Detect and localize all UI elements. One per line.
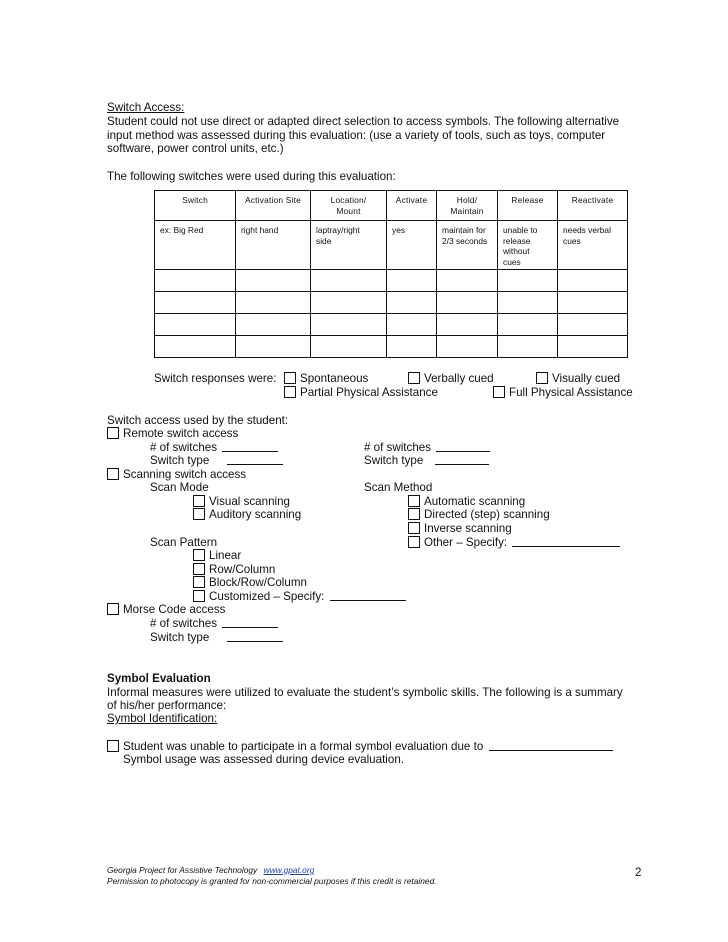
scanning-switch-label: Scanning switch access	[123, 468, 247, 481]
table-cell[interactable]	[437, 314, 498, 336]
unable-to-participate-option	[107, 740, 613, 754]
linear-option	[193, 549, 241, 563]
row-column-checkbox[interactable]	[193, 563, 205, 575]
table-cell[interactable]	[558, 292, 628, 314]
col-header-switch: Switch	[155, 191, 236, 221]
partial-physical-checkbox[interactable]	[284, 386, 296, 398]
linear-checkbox[interactable]	[193, 549, 205, 561]
table-cell[interactable]	[387, 292, 437, 314]
other-specify-checkbox[interactable]	[408, 536, 420, 548]
automatic-scanning-option	[408, 495, 525, 509]
remote-switch-type	[150, 454, 283, 468]
inverse-scanning-checkbox[interactable]	[408, 522, 420, 534]
other-specify-blank[interactable]	[512, 536, 620, 547]
table-cell[interactable]	[558, 336, 628, 358]
table-cell[interactable]	[498, 292, 558, 314]
table-cell[interactable]	[387, 336, 437, 358]
table-cell: laptray/right side	[311, 221, 387, 270]
directed-scanning-checkbox[interactable]	[408, 508, 420, 520]
switch-access-paragraph-line-3: software, power control units, etc.)	[107, 142, 284, 155]
linear-label: Linear	[209, 549, 242, 562]
auditory-scanning-label: Auditory scanning	[209, 508, 302, 521]
full-physical-label: Full Physical Assistance	[509, 386, 633, 399]
symbol-identification-subheading: Symbol Identification:	[107, 712, 218, 725]
symbol-evaluation-paragraph-line-1: Informal measures were utilized to evaluate the student’s symbolic skills. The following is a summary	[107, 686, 623, 699]
symbol-evaluation-heading: Symbol Evaluation	[107, 672, 211, 685]
switch-type-blank[interactable]	[435, 454, 489, 465]
other-specify-label: Other – Specify:	[424, 536, 508, 549]
full-physical-checkbox[interactable]	[493, 386, 505, 398]
inverse-scanning-option	[408, 522, 512, 536]
remote-switch-label: Remote switch access	[123, 427, 239, 440]
other-specify-option	[408, 536, 620, 550]
morse-code-label: Morse Code access	[123, 603, 226, 616]
row-column-label: Row/Column	[209, 563, 276, 576]
scanning-switch-option	[107, 468, 246, 482]
block-row-column-option	[193, 576, 307, 590]
table-cell: ex: Big Red	[155, 221, 236, 270]
table-row	[155, 270, 628, 292]
num-switches-blank[interactable]	[222, 441, 278, 452]
switch-table-example-row	[155, 221, 628, 270]
morse-num-switches	[150, 617, 278, 631]
switch-type-label: Switch type	[150, 631, 210, 644]
remote-switch-option	[107, 427, 238, 441]
unable-to-participate-checkbox[interactable]	[107, 740, 119, 752]
visual-scanning-label: Visual scanning	[209, 495, 290, 508]
symbol-evaluation-paragraph-line-2: of his/her performance:	[107, 699, 227, 712]
unable-to-participate-label: Student was unable to participate in a formal symbol evaluation due to	[123, 740, 484, 753]
col-header-release: Release	[498, 191, 558, 221]
response-verbally-cued	[408, 372, 494, 386]
switch-access-paragraph-line-1: Student could not use direct or adapted direct selection to access symbols. The following alternative	[107, 115, 620, 128]
partial-physical-label: Partial Physical Assistance	[300, 386, 438, 399]
spontaneous-checkbox[interactable]	[284, 372, 296, 384]
verbally-cued-label: Verbally cued	[424, 372, 494, 385]
automatic-scanning-label: Automatic scanning	[424, 495, 526, 508]
switch-table-header-row	[155, 191, 628, 221]
remote-switch-type-2	[364, 454, 489, 468]
col-header-location-mount: Location/ Mount	[311, 191, 387, 221]
table-cell[interactable]	[311, 314, 387, 336]
symbol-usage-note: Symbol usage was assessed during device evaluation.	[123, 753, 404, 766]
table-cell[interactable]	[311, 336, 387, 358]
table-cell[interactable]	[437, 336, 498, 358]
switch-type-blank[interactable]	[227, 631, 283, 642]
scan-mode-label: Scan Mode	[150, 481, 209, 494]
auditory-scanning-option	[193, 508, 301, 522]
spontaneous-label: Spontaneous	[300, 372, 369, 385]
customized-specify-label: Customized – Specify:	[209, 590, 325, 603]
table-cell[interactable]	[311, 270, 387, 292]
remote-num-switches	[150, 441, 278, 455]
footer-credit	[107, 865, 314, 876]
table-cell: maintain for 2/3 seconds	[437, 221, 498, 270]
table-cell: yes	[387, 221, 437, 270]
table-cell[interactable]	[236, 336, 311, 358]
switches-used-intro: The following switches were used during this evaluation:	[107, 170, 396, 183]
table-row	[155, 336, 628, 358]
response-spontaneous	[284, 372, 368, 386]
response-visually-cued	[536, 372, 620, 386]
scan-method-label: Scan Method	[364, 481, 433, 494]
scanning-switch-checkbox[interactable]	[107, 468, 119, 480]
table-cell[interactable]	[387, 270, 437, 292]
table-cell[interactable]	[155, 292, 236, 314]
table-cell[interactable]	[311, 292, 387, 314]
verbally-cued-checkbox[interactable]	[408, 372, 420, 384]
footer-org: Georgia Project for Assistive Technology	[107, 865, 258, 875]
table-row	[155, 314, 628, 336]
num-switches-label: # of switches	[150, 441, 218, 454]
visual-scanning-checkbox[interactable]	[193, 495, 205, 507]
switch-type-label: Switch type	[364, 454, 424, 467]
table-cell: needs verbal cues	[558, 221, 628, 270]
switch-access-used-label: Switch access used by the student:	[107, 414, 289, 427]
num-switches-blank[interactable]	[222, 617, 278, 628]
block-row-column-checkbox[interactable]	[193, 576, 205, 588]
customized-specify-option	[193, 590, 406, 604]
switch-table	[154, 190, 628, 358]
directed-scanning-option	[408, 508, 550, 522]
visually-cued-checkbox[interactable]	[536, 372, 548, 384]
num-switches-label: # of switches	[364, 441, 432, 454]
morse-switch-type	[150, 631, 283, 645]
col-header-reactivate: Reactivate	[558, 191, 628, 221]
table-cell[interactable]	[236, 292, 311, 314]
morse-code-option	[107, 603, 225, 617]
table-cell[interactable]	[155, 270, 236, 292]
inverse-scanning-label: Inverse scanning	[424, 522, 512, 535]
footer-url-link[interactable]: www.gpat.org	[263, 865, 315, 875]
auditory-scanning-checkbox[interactable]	[193, 508, 205, 520]
row-column-option	[193, 563, 275, 577]
col-header-activation-site: Activation Site	[236, 191, 311, 221]
table-cell[interactable]	[155, 314, 236, 336]
num-switches-blank[interactable]	[436, 441, 490, 452]
table-row	[155, 292, 628, 314]
num-switches-label: # of switches	[150, 617, 218, 630]
unable-reason-blank[interactable]	[489, 740, 613, 751]
remote-switch-checkbox[interactable]	[107, 427, 119, 439]
switch-type-label: Switch type	[150, 454, 210, 467]
block-row-column-label: Block/Row/Column	[209, 576, 307, 589]
visual-scanning-option	[193, 495, 290, 509]
switch-responses-label: Switch responses were:	[154, 372, 277, 385]
table-cell[interactable]	[236, 270, 311, 292]
table-cell[interactable]	[236, 314, 311, 336]
table-cell[interactable]	[498, 336, 558, 358]
visually-cued-label: Visually cued	[552, 372, 621, 385]
remote-num-switches-2	[364, 441, 490, 455]
table-cell: right hand	[236, 221, 311, 270]
customized-specify-blank[interactable]	[330, 590, 406, 601]
switch-access-heading: Switch Access:	[107, 101, 185, 114]
table-cell[interactable]	[558, 314, 628, 336]
response-partial-physical	[284, 386, 438, 400]
switch-type-blank[interactable]	[227, 454, 283, 465]
customized-specify-checkbox[interactable]	[193, 590, 205, 602]
table-cell: unable to release without cues	[498, 221, 558, 270]
response-full-physical	[493, 386, 633, 400]
table-cell[interactable]	[437, 292, 498, 314]
table-cell[interactable]	[387, 314, 437, 336]
directed-scanning-label: Directed (step) scanning	[424, 508, 550, 521]
morse-code-checkbox[interactable]	[107, 603, 119, 615]
table-cell[interactable]	[498, 270, 558, 292]
table-cell[interactable]	[437, 270, 498, 292]
switch-access-paragraph-line-2: input method was assessed during this evaluation: (use a variety of tools, such as toys, computer	[107, 129, 606, 142]
col-header-hold-maintain: Hold/ Maintain	[437, 191, 498, 221]
page-number: 2	[635, 866, 642, 879]
footer-permission: Permission to photocopy is granted for non-commercial purposes if this credit is retained.	[107, 876, 437, 886]
table-cell[interactable]	[498, 314, 558, 336]
col-header-activate: Activate	[387, 191, 437, 221]
table-cell[interactable]	[558, 270, 628, 292]
table-cell[interactable]	[155, 336, 236, 358]
scan-pattern-label: Scan Pattern	[150, 536, 218, 549]
automatic-scanning-checkbox[interactable]	[408, 495, 420, 507]
